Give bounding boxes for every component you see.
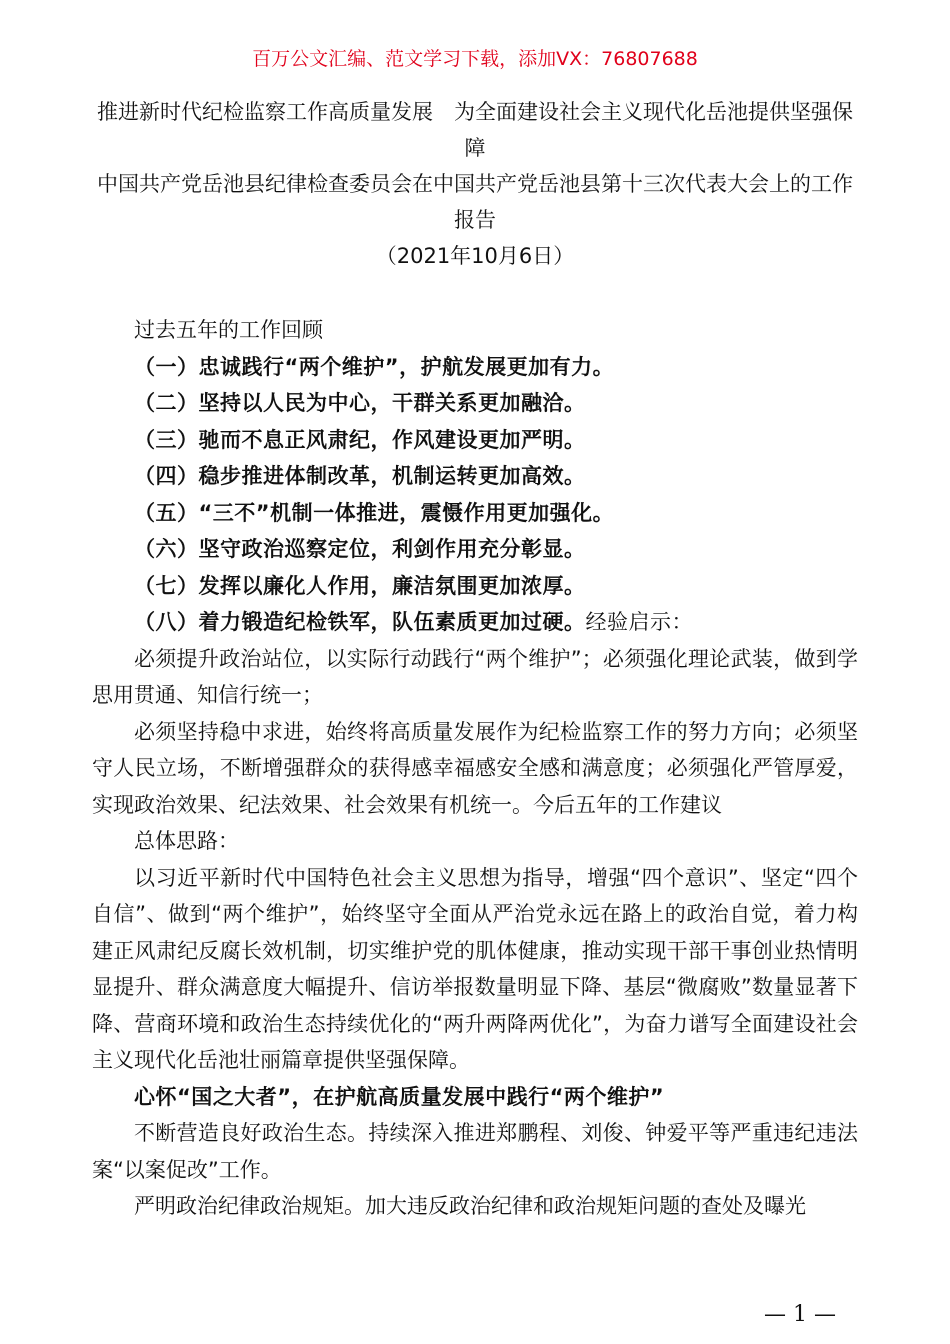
title-line-1: 推进新时代纪检监察工作高质量发展 为全面建设社会主义现代化岳池提供坚强保障 — [97, 100, 853, 160]
paragraph-5: 不断营造良好政治生态。持续深入推进郑鹏程、刘俊、钟爱平等严重违纪违法案“以案促改”工作。 — [92, 1121, 858, 1182]
paragraph-1: 必须提升政治站位，以实际行动践行“两个维护”；必须强化理论武装，做到学思用贯通、知信行统一； — [92, 646, 858, 707]
page-number: — 1 — — [764, 1302, 836, 1327]
review-item-7: （七）发挥以廉化人作用，廉洁氛围更加浓厚。 — [134, 573, 586, 598]
header-banner: 百万公文汇编、范文学习下载，添加VX：76807688 — [252, 48, 698, 70]
title-date: （2021年10月6日） — [375, 244, 575, 268]
section-heading-review: 过去五年的工作回顾 — [134, 318, 323, 342]
review-item-4: （四）稳步推进体制改革，机制运转更加高效。 — [134, 464, 586, 488]
review-item-1: （一）忠诚践行“两个维护”，护航发展更加有力。 — [134, 354, 615, 379]
review-item-5: （五）“三不”机制一体推进，震慑作用更加强化。 — [134, 500, 615, 525]
document-body — [92, 312, 858, 1225]
paragraph-6: 严明政治纪律政治规矩。加大违反政治纪律和政治规矩问题的查处及曝光 — [134, 1194, 806, 1218]
review-item-3: （三）驰而不息正风肃纪，作风建设更加严明。 — [134, 427, 586, 452]
review-item-8: （八）着力锻造纪检铁军，队伍素质更加过硬。 — [134, 610, 586, 634]
paragraph-3: 总体思路： — [134, 829, 239, 853]
paragraph-2: 必须坚持稳中求进，始终将高质量发展作为纪检监察工作的努力方向；必须坚守人民立场，不断增强群众的获得感幸福感安全感和满意度；必须强化严管厚爱，实现政治效果、纪法效果、社会效果有机统一。今后五年的工作建议 — [92, 719, 858, 817]
review-item-8-line — [92, 604, 858, 641]
experience-label: 经验启示： — [585, 610, 693, 634]
paragraph-4: 以习近平新时代中国特色社会主义思想为指导，增强“四个意识”、坚定“四个自信”、做到“两个维护”，始终坚守全面从严治党永远在路上的政治自觉，着力构建正风肃纪反腐长效机制，切实维护党的肌体健康，推动实现干部干事创业热情明显提升、群众满意度大幅提升、信访举报数量明显下降、基层“微腐败”数量显著下降、营商环境和政治生态持续优化的“两升两降两优化”，为奋力谱写全面建设社会主义现代化岳池壮丽篇章提供坚强保障。 — [92, 865, 858, 1072]
review-item-6: （六）坚守政治巡察定位，利剑作用充分彰显。 — [134, 537, 586, 561]
review-item-2: （二）坚持以人民为中心，干群关系更加融洽。 — [134, 391, 586, 415]
title-line-2: 中国共产党岳池县纪律检查委员会在中国共产党岳池县第十三次代表大会上的工作报告 — [97, 172, 853, 232]
document-title — [92, 94, 858, 274]
section-heading-2: 心怀“国之大者”，在护航高质量发展中践行“两个维护” — [134, 1084, 665, 1109]
